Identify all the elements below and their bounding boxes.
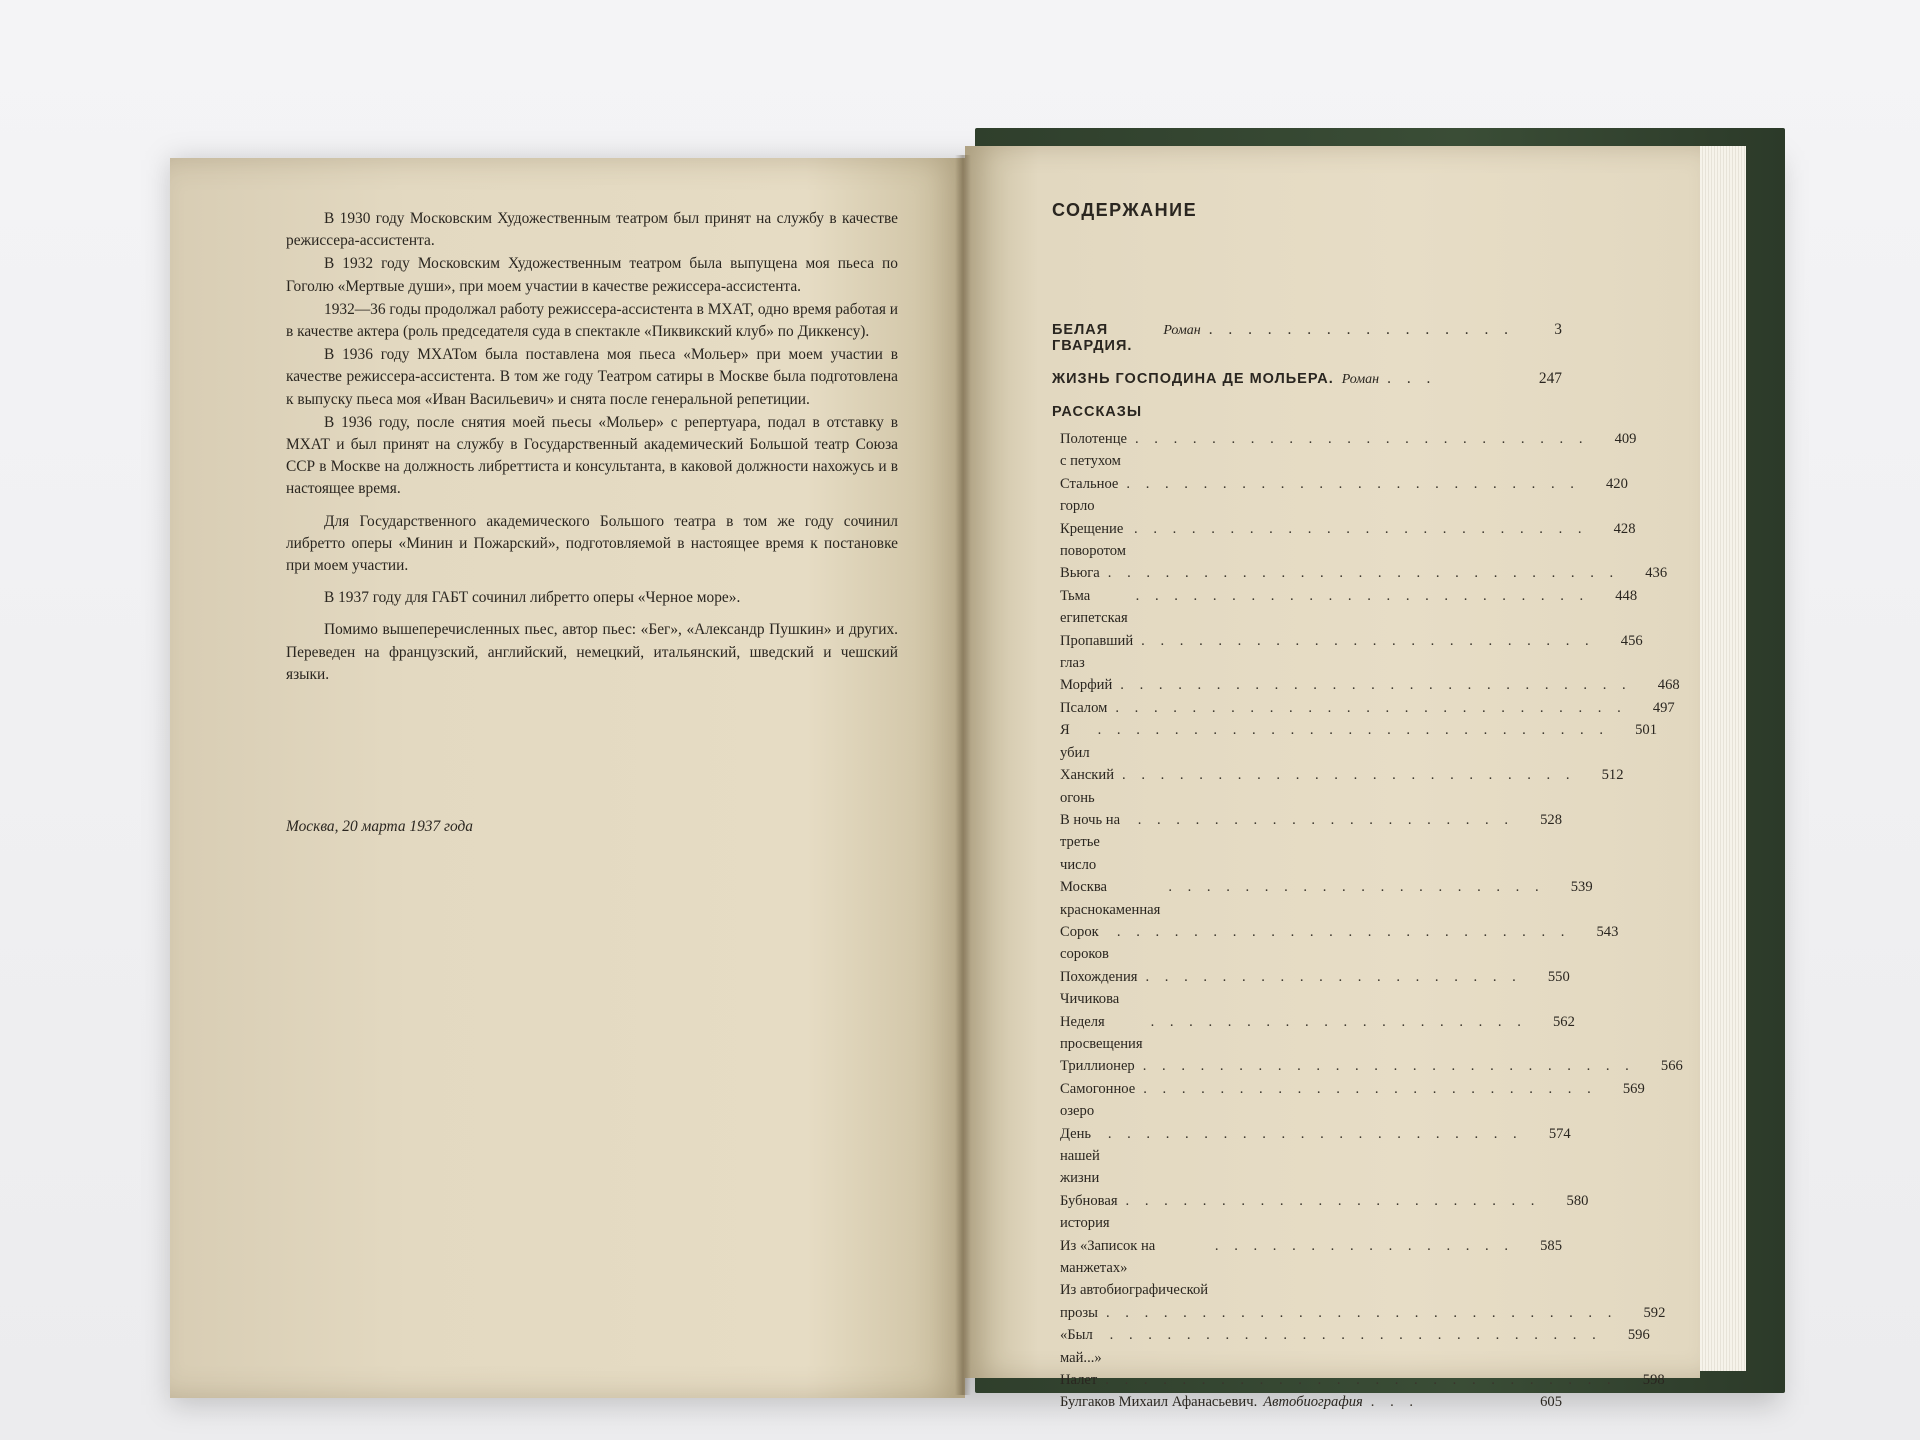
- story-title: Из «Записок на манжетах»: [1060, 1237, 1156, 1277]
- page-number: 501: [1635, 722, 1657, 739]
- list-item: [1060, 876, 1593, 921]
- list-item: [1060, 1055, 1683, 1077]
- leader-dots: . . . . . . . . . . . . . . . . . . . . . . . .: [1134, 520, 1588, 537]
- page-number: 448: [1615, 587, 1638, 604]
- page-number: 512: [1601, 767, 1624, 784]
- story-title: Бубновая история: [1060, 1192, 1118, 1232]
- leader-dots: . . . . . . . . . . . . . . . . . . . . . .: [1107, 1125, 1523, 1142]
- list-item: [1060, 1235, 1562, 1280]
- story-title: Стальное горло: [1060, 475, 1119, 515]
- leader-dots: . . . . . . . . . . . . . . . . . . . . . . . . . .: [1142, 1058, 1635, 1075]
- story-title: Морфий: [1060, 677, 1113, 694]
- leader-dots: . . . . . . . . . . . . . . . . . . . . . . . .: [1116, 923, 1571, 940]
- page-number: 580: [1566, 1192, 1589, 1209]
- page-number: 605: [1540, 1394, 1562, 1411]
- list-item: [1060, 428, 1637, 473]
- page-number: 420: [1606, 475, 1628, 492]
- list-item: [1060, 1190, 1589, 1235]
- list-item: [1060, 697, 1675, 719]
- page-number: 456: [1620, 632, 1643, 649]
- leader-dots: . . . . . . . . . . . . . . . . . . . . . . . . . . .: [1107, 565, 1620, 582]
- story-title: Псалом: [1060, 699, 1108, 716]
- leader-dots: . . . . . . . . . . . . . . . . . . . . . . . . . .: [1109, 1327, 1602, 1344]
- list-item: [1060, 921, 1619, 966]
- story-title: В ночь на третье число: [1060, 811, 1121, 873]
- paragraph: В 1932 году Московским Художественным театром была выпущена моя пьеса по Гоголю «Мертвые души», при моем участии в качестве режиссера-ассистента.: [286, 255, 898, 295]
- leader-dots: . . . . . . . . . . . . . . . . . . . . . . . .: [1126, 475, 1580, 492]
- page-number: 436: [1645, 565, 1668, 582]
- book-gutter: [955, 155, 971, 1395]
- story-title: Похождения Чичикова: [1060, 968, 1138, 1008]
- story-title-line2: прозы: [1060, 1304, 1098, 1321]
- page-edges: [1700, 146, 1746, 1371]
- story-title: Триллионер: [1060, 1058, 1135, 1075]
- page-number: 569: [1622, 1080, 1645, 1097]
- list-item: [1060, 719, 1657, 764]
- list-item: [1060, 1078, 1645, 1123]
- story-title: Полотенце с петухом: [1060, 431, 1127, 470]
- story-title: Неделя просвещения: [1060, 1013, 1143, 1052]
- page-number: 497: [1652, 699, 1675, 716]
- list-item: [1060, 809, 1562, 876]
- list-item: [1060, 473, 1628, 518]
- leader-dots: . . . . . . . . . . . . . . . . . . . . . . . .: [1141, 632, 1595, 649]
- author-entry-subtitle: Автобиография: [1263, 1394, 1363, 1411]
- list-item: [1060, 585, 1638, 630]
- paragraph: Для Государственного академического Большого театра в том же году сочинил либретто оперы «Минин и Пожарский», подготовляемой в настоящее время к постановке при моем участии.: [286, 512, 898, 575]
- page-number: 596: [1627, 1327, 1650, 1344]
- entry-title: БЕЛАЯ ГВАРДИЯ.: [1052, 322, 1133, 354]
- biography-text: [286, 208, 898, 687]
- list-item: [1060, 1369, 1665, 1391]
- story-title: День нашей жизни: [1060, 1125, 1100, 1187]
- page-number: 598: [1642, 1372, 1665, 1389]
- entry-title: ЖИЗНЬ ГОСПОДИНА ДЕ МОЛЬЕРА.: [1052, 371, 1334, 387]
- list-item: [1060, 1324, 1650, 1369]
- leader-dots: . . . . . . . . . . . . . . . . . . . . . . . . . . .: [1097, 722, 1609, 739]
- page-number: 592: [1643, 1304, 1666, 1321]
- leader-dots: . . . . . . . . . . . . . . . . . . . . . . . .: [1135, 587, 1590, 604]
- leader-dots: . . . . . . . . . . . . . . . . . . . . . . . . . . .: [1120, 677, 1632, 694]
- page-number: 543: [1596, 923, 1619, 940]
- page-number: 409: [1614, 431, 1637, 447]
- paragraph: В 1930 году Московским Художественным театром был принят на службу в качестве режиссера-ассистента.: [286, 210, 898, 250]
- list-item: [1060, 1391, 1562, 1413]
- story-title: Ханский огонь: [1060, 767, 1115, 806]
- paragraph: В 1936 году МХАТом была поставлена моя пьеса «Мольер» при моем участии в качестве режиссера-ассистента. В том же году Театром сатиры в Москве была подготовлена к выпуску пьеса моя «Иван Васильевич» и снята после генеральной репетиции.: [286, 346, 898, 408]
- paragraph: 1932—36 годы продолжал работу режиссера-ассистента в МХАТ, одно время работая и в качестве актера (роль председателя суда в спектакле «Пиквикский клуб» по Диккенсу).: [286, 300, 898, 341]
- leader-dots: . . . . . . . . . . . . . . . . . . . . . .: [1125, 1192, 1541, 1209]
- page-number: 562: [1552, 1013, 1575, 1030]
- story-title: Самогонное озеро: [1060, 1080, 1136, 1120]
- page-number: 585: [1540, 1237, 1562, 1254]
- leader-dots: . . .: [1387, 370, 1437, 387]
- leader-dots: . . . . . . . . . . . . . . . . . . . .: [1137, 811, 1514, 828]
- leader-dots: . . . . . . . . . . . . . . . . . . . . . . . . . . .: [1105, 1372, 1617, 1389]
- story-list: [1060, 428, 1683, 1414]
- signature-line: Москва, 20 марта 1937 года: [286, 818, 473, 835]
- list-item: [1060, 518, 1636, 563]
- leader-dots: . . . . . . . . . . . . . . . . . . . .: [1145, 968, 1522, 985]
- author-entry: Булгаков Михаил Афанасьевич.: [1060, 1394, 1258, 1411]
- list-item: [1060, 630, 1643, 675]
- story-title: Я убил: [1060, 722, 1090, 761]
- leader-dots: . . . . . . . . . . . . . . . .: [1214, 1237, 1514, 1254]
- leader-dots: . . . . . . . . . . . . . . . . . . . . . . . .: [1134, 431, 1589, 447]
- story-title: Москва краснокаменная: [1060, 879, 1161, 918]
- list-item: [1060, 1123, 1571, 1190]
- story-title: Пропавший глаз: [1060, 632, 1134, 672]
- page-number: 566: [1660, 1058, 1683, 1075]
- page-number: 539: [1570, 879, 1593, 896]
- leader-dots: . . . . . . . . . . . . . . . . . . . . . . . .: [1122, 767, 1576, 784]
- list-item: [1060, 764, 1624, 809]
- list-item: [1060, 966, 1570, 1011]
- story-title: Вьюга: [1060, 565, 1100, 582]
- paragraph: В 1936 году, после снятия моей пьесы «Мольер» с репертуара, подал в отставку в МХАТ и был принят на службу в Государственный академический Большой театр Союза ССР в Москве на должность либреттиста и консультанта, в каковой должности нахожусь и в настоящее время.: [286, 413, 898, 498]
- leader-dots: . . . . . . . . . . . . . . . . . . . . . . . . . . .: [1115, 699, 1627, 716]
- story-title: Тьма египетская: [1060, 587, 1128, 627]
- page-number: 247: [1538, 370, 1562, 387]
- leader-dots: . . . . . . . . . . . . . . . . . . . .: [1168, 879, 1545, 896]
- toc-title: СОДЕРЖАНИЕ: [1052, 200, 1198, 220]
- toc-main-entry: [1052, 321, 1562, 354]
- leader-dots: . . . . . . . . . . . . . . . . . . . .: [1150, 1013, 1527, 1030]
- leader-dots: . . . . . . . . . . . . . . . . . . . . . . . . . . .: [1105, 1304, 1618, 1321]
- leader-dots: . . .: [1370, 1394, 1420, 1411]
- page-number: 468: [1657, 677, 1680, 694]
- story-title: «Был май...»: [1060, 1327, 1102, 1366]
- entry-genre: Роман: [1163, 323, 1201, 338]
- toc-section-title: РАССКАЗЫ: [1052, 404, 1143, 420]
- story-title-line1: Из автобиографической: [1060, 1282, 1209, 1299]
- story-title: Крещение поворотом: [1060, 520, 1127, 560]
- table-of-contents: [1052, 200, 1683, 1414]
- story-title: Налет: [1060, 1372, 1098, 1389]
- list-item: [1060, 562, 1668, 584]
- story-title: Сорок сороков: [1060, 923, 1109, 963]
- page-number: 428: [1613, 520, 1636, 537]
- leader-dots: . . . . . . . . . . . . . . . .: [1208, 321, 1514, 338]
- entry-genre: Роман: [1341, 372, 1380, 387]
- page-number: 550: [1547, 968, 1570, 985]
- page-number: 574: [1548, 1125, 1571, 1142]
- list-item: [1060, 1011, 1575, 1056]
- toc-main-entry: [1052, 370, 1562, 388]
- list-item: [1060, 674, 1680, 696]
- paragraph: Помимо вышеперечисленных пьес, автор пьес: «Бег», «Александр Пушкин» и других. Переведен на французский, английский, немецкий, итальянский, шведский и чешский языки.: [286, 621, 898, 683]
- paragraph: В 1937 году для ГАБТ сочинил либретто оперы «Черное море».: [324, 589, 741, 607]
- leader-dots: . . . . . . . . . . . . . . . . . . . . . . . .: [1143, 1080, 1597, 1097]
- story-title-line2-row: [1060, 1302, 1666, 1324]
- page-number: 528: [1540, 811, 1562, 828]
- list-item: [1060, 1279, 1666, 1324]
- page-number: 3: [1554, 321, 1562, 338]
